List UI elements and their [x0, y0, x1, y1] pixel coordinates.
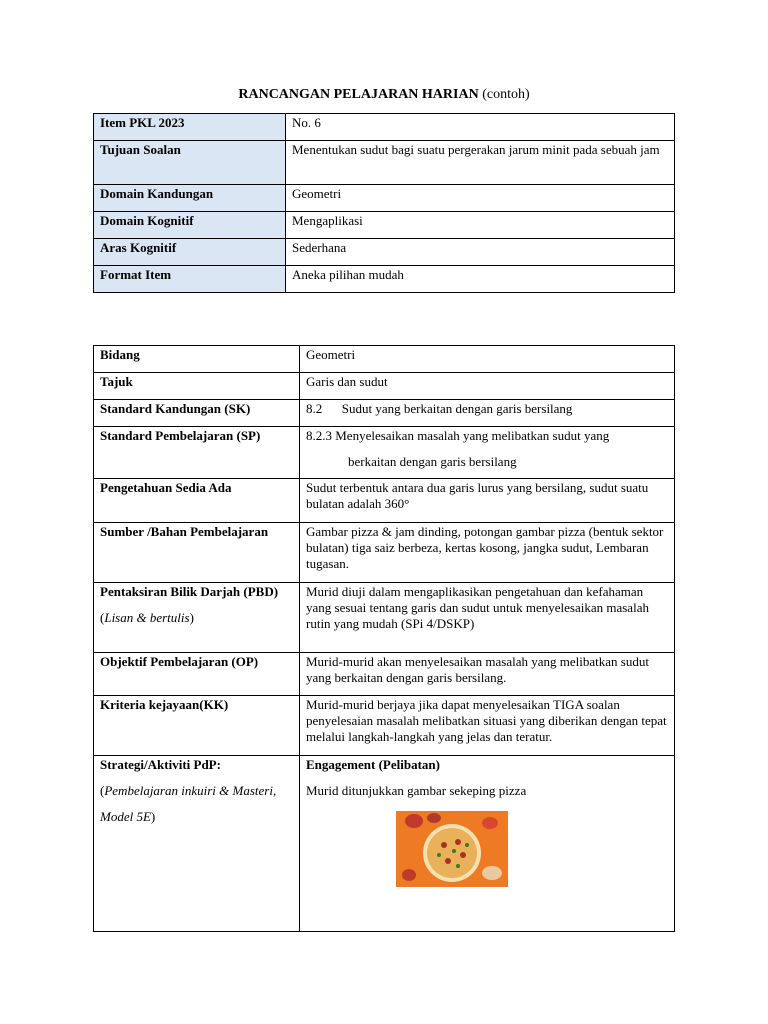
row-value: Gambar pizza & jam dinding, potongan gambar pizza (bentuk sektor bulatan) tiga saiz berbeza, kertas kosong, jangka sudut, Lembaran tugasan. [300, 523, 675, 583]
table-row [94, 373, 675, 400]
item-info-table [93, 113, 675, 293]
title-suffix: (contoh) [478, 87, 530, 102]
row-value [300, 756, 675, 932]
row-label [94, 583, 300, 653]
row-label: Standard Pembelajaran (SP) [94, 427, 300, 479]
title-main: RANCANGAN PELAJARAN HARIAN [238, 87, 479, 102]
row-value: 8.2 Sudut yang berkaitan dengan garis bersilang [300, 400, 675, 427]
row-value: Murid diuji dalam mengaplikasikan pengetahuan dan kefahaman yang sesuai tentang garis dan sudut untuk menyelesaikan masalah rutin yang mudah (SPi 4/DSKP) [300, 583, 675, 653]
pbd-label: Pentaksiran Bilik Darjah (PBD) [100, 584, 279, 599]
row-value: Geometri [286, 185, 675, 212]
table-row [94, 696, 675, 756]
row-label: Pengetahuan Sedia Ada [94, 479, 300, 523]
table-row [94, 185, 675, 212]
table-row [94, 141, 675, 185]
row-label: Tujuan Soalan [94, 141, 286, 185]
sp-line-2: berkaitan dengan garis bersilang [348, 454, 517, 469]
row-label: Domain Kognitif [94, 212, 286, 239]
lesson-plan-table [93, 345, 675, 932]
row-label: Kriteria kejayaan(KK) [94, 696, 300, 756]
table-row [94, 756, 675, 932]
sp-line-1: 8.2.3 Menyelesaikan masalah yang melibatkan sudut yang [306, 428, 610, 443]
table-row [94, 523, 675, 583]
row-value: Geometri [300, 346, 675, 373]
document-title [0, 87, 768, 103]
strategi-label: Strategi/Aktiviti PdP: [100, 757, 221, 772]
row-value: Aneka pilihan mudah [286, 266, 675, 293]
strategi-sub2-text: Model 5E [100, 809, 151, 824]
table-row [94, 346, 675, 373]
table-row [94, 212, 675, 239]
pizza-image [396, 811, 508, 887]
strategi-sub-1 [100, 783, 293, 799]
row-value: Murid-murid berjaya jika dapat menyelesaikan TIGA soalan penyelesaian masalah melibatkan situasi yang diberikan dengan tepat melalui langkah-langkah yang jelas dan teratur. [300, 696, 675, 756]
row-value: No. 6 [286, 114, 675, 141]
row-label: Sumber /Bahan Pembelajaran [94, 523, 300, 583]
strategi-sub2-close: ) [150, 809, 156, 824]
pbd-sub-text: Lisan & bertulis [104, 610, 190, 625]
row-value: Murid-murid akan menyelesaikan masalah yang melibatkan sudut yang berkaitan dengan garis bersilang. [300, 653, 675, 696]
table-row [94, 400, 675, 427]
table-row [94, 653, 675, 696]
row-label: Objektif Pembelajaran (OP) [94, 653, 300, 696]
row-value: Sederhana [286, 239, 675, 266]
row-label [94, 756, 300, 932]
table-row [94, 583, 675, 653]
engagement-heading: Engagement (Pelibatan) [306, 757, 440, 772]
row-label: Aras Kognitif [94, 239, 286, 266]
row-label: Standard Kandungan (SK) [94, 400, 300, 427]
row-value: Mengaplikasi [286, 212, 675, 239]
row-label: Bidang [94, 346, 300, 373]
row-value: Menentukan sudut bagi suatu pergerakan jarum minit pada sebuah jam [286, 141, 675, 185]
engagement-text: Murid ditunjukkan gambar sekeping pizza [306, 783, 527, 798]
strategi-sub1-text: Pembelajaran inkuiri & Masteri, [104, 783, 277, 798]
table-row [94, 479, 675, 523]
pbd-sub [100, 610, 293, 626]
pbd-sub-open: ( [100, 610, 105, 625]
row-label: Domain Kandungan [94, 185, 286, 212]
row-value: Sudut terbentuk antara dua garis lurus yang bersilang, sudut suatu bulatan adalah 360° [300, 479, 675, 523]
strategi-sub1-open: ( [100, 783, 105, 798]
strategi-sub-2 [100, 809, 293, 825]
table-row [94, 239, 675, 266]
table-row [94, 427, 675, 479]
row-label: Format Item [94, 266, 286, 293]
row-value: Garis dan sudut [300, 373, 675, 400]
pbd-sub-close: ) [189, 610, 194, 625]
row-label: Tajuk [94, 373, 300, 400]
table-row [94, 266, 675, 293]
row-label: Item PKL 2023 [94, 114, 286, 141]
row-value [300, 427, 675, 479]
table-row [94, 114, 675, 141]
